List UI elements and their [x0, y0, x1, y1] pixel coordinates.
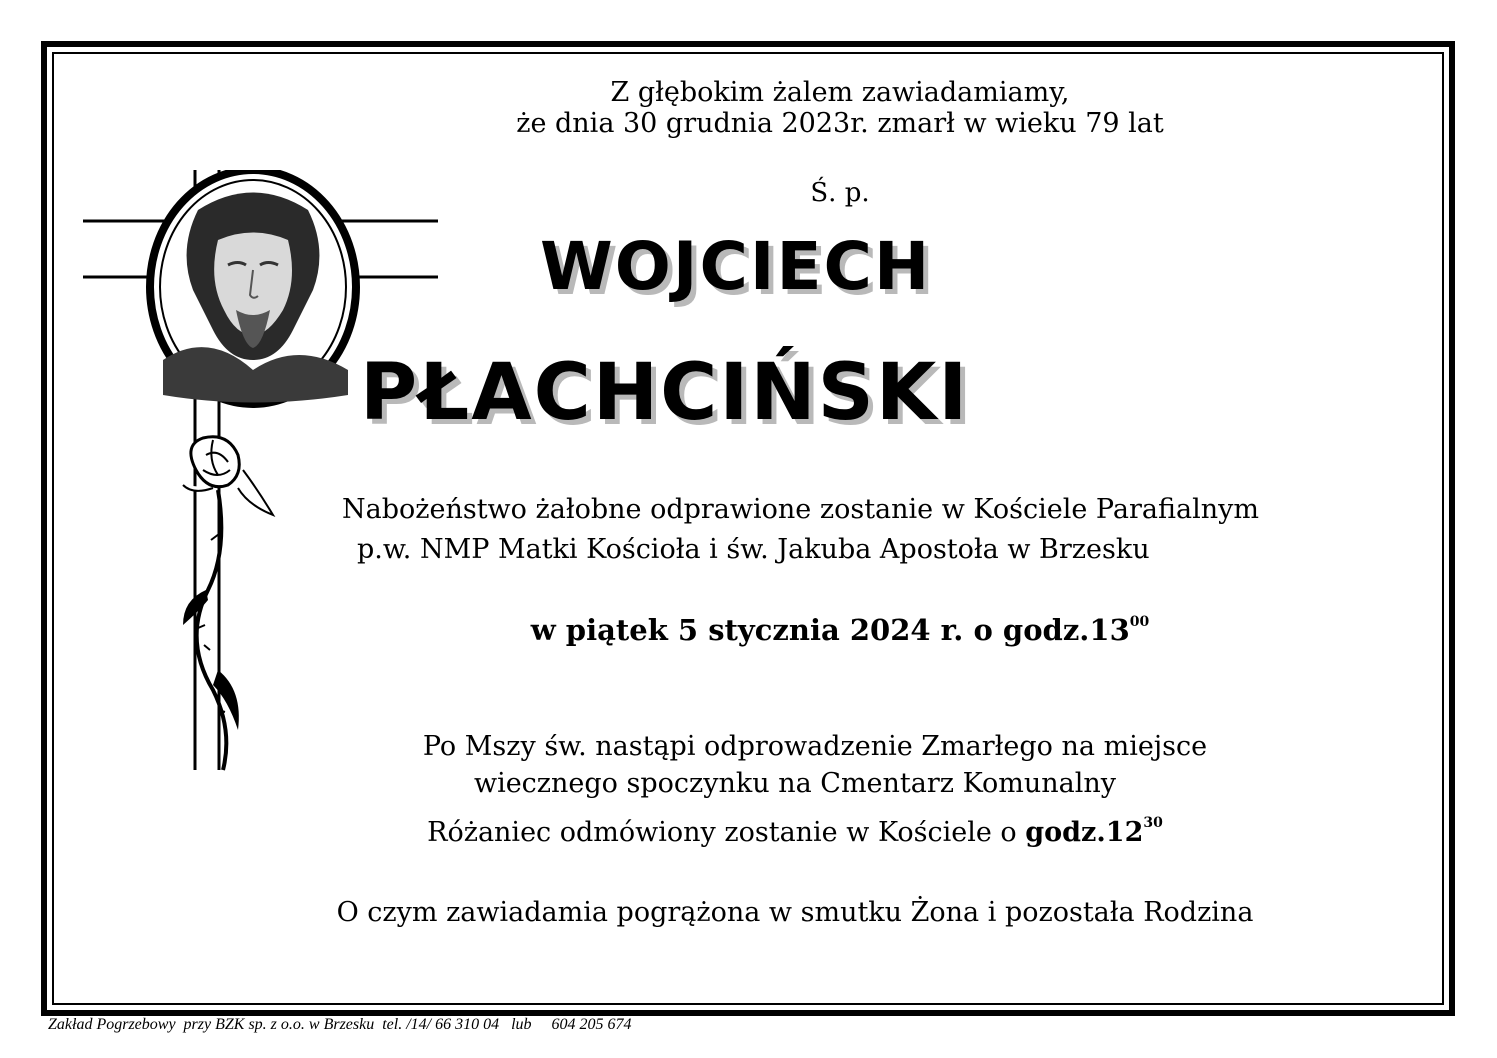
- funeral-home-footer: Zakład Pogrzebowy przy BZK sp. z o.o. w Brzesku tel. /14/ 66 310 04 lub 604 205 674: [48, 1016, 632, 1033]
- rosary-time: godz.12: [1025, 817, 1144, 848]
- service-time-minutes: 00: [1129, 614, 1150, 630]
- deceased-last-name: PŁACHCIŃSKI: [360, 348, 970, 438]
- rosary-line: [205, 815, 1385, 848]
- service-line-1: Nabożeństwo żałobne odprawione zostanie w Kościele Parafialnym: [342, 494, 1259, 525]
- rosary-time-minutes: 30: [1143, 815, 1163, 831]
- honorific: Ś. p.: [810, 178, 870, 208]
- service-date-text: w piątek 5 stycznia 2024 r. o godz.13: [530, 613, 1130, 647]
- intro-line-2: że dnia 30 grudnia 2023r. zmarł w wieku 79 lat: [516, 108, 1164, 139]
- rosary-text: Różaniec odmówiony zostanie w Kościele o: [427, 817, 1026, 848]
- service-line-2: p.w. NMP Matki Kościoła i św. Jakuba Apostoła w Brzesku: [357, 534, 1150, 565]
- intro-line-1: Z głębokim żalem zawiadamiamy,: [610, 77, 1070, 108]
- closing-line: O czym zawiadamia pogrążona w smutku Żona i pozostała Rodzina: [336, 897, 1254, 928]
- deceased-first-name: WOJCIECH: [540, 228, 932, 305]
- service-date: [205, 613, 1475, 647]
- cross-with-portrait-and-rose-icon: [78, 170, 448, 775]
- burial-line-1: Po Mszy św. nastąpi odprowadzenie Zmarłego na miejsce: [422, 731, 1208, 762]
- burial-line-2: wiecznego spoczynku na Cmentarz Komunalny: [473, 768, 1117, 799]
